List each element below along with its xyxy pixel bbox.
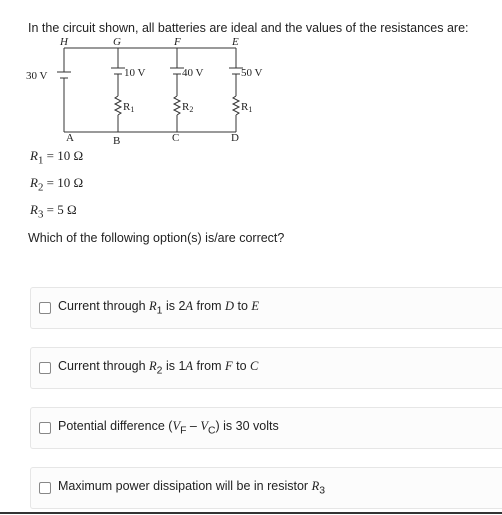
resistance-r1: $R_1 = 10$ Ω: [30, 148, 84, 167]
option-b[interactable]: [30, 347, 502, 389]
battery-label-10v: 10 V: [124, 67, 146, 79]
option-a-text: Current through $R_1$ is 2A from D to E: [58, 299, 260, 317]
battery-label-30v: 30 V: [26, 70, 48, 82]
node-label-d: D: [231, 132, 239, 144]
battery-label-50v: 50 V: [241, 67, 263, 79]
option-c-text: Potential difference $(V_F - V_C)$ is 30 volts: [58, 419, 279, 437]
circuit-diagram: [24, 34, 284, 146]
checkbox-icon[interactable]: [39, 422, 51, 434]
node-label-a: A: [66, 132, 74, 144]
node-label-h: H: [60, 36, 68, 48]
resistance-values: [30, 146, 83, 227]
resistance-r2: $R_2 = 10$ Ω: [30, 175, 84, 194]
node-label-f: F: [174, 36, 181, 48]
node-label-g: G: [113, 36, 121, 48]
option-d-text: Maximum power dissipation will be in resistor $R_3$: [58, 479, 325, 497]
question-prompt: Which of the following option(s) is/are correct?: [28, 231, 285, 245]
question-intro: In the circuit shown, all batteries are ideal and the values of the resistances are:: [28, 21, 469, 35]
option-d[interactable]: [30, 467, 502, 509]
resistor-label-3: R1: [241, 101, 253, 114]
option-a[interactable]: [30, 287, 502, 329]
checkbox-icon[interactable]: [39, 362, 51, 374]
resistor-label-2: R2: [182, 101, 194, 114]
node-label-b: B: [113, 135, 121, 146]
node-label-c: C: [172, 132, 180, 144]
bottom-divider: [0, 512, 502, 514]
option-b-text: Current through $R_2$ is 1A from F to C: [58, 359, 259, 377]
resistance-r3: $R_3 = 5$ Ω: [30, 202, 77, 221]
node-label-e: E: [232, 36, 239, 48]
checkbox-icon[interactable]: [39, 302, 51, 314]
battery-label-40v: 40 V: [182, 67, 204, 79]
checkbox-icon[interactable]: [39, 482, 51, 494]
resistor-label-1: R1: [123, 101, 135, 114]
option-c[interactable]: [30, 407, 502, 449]
